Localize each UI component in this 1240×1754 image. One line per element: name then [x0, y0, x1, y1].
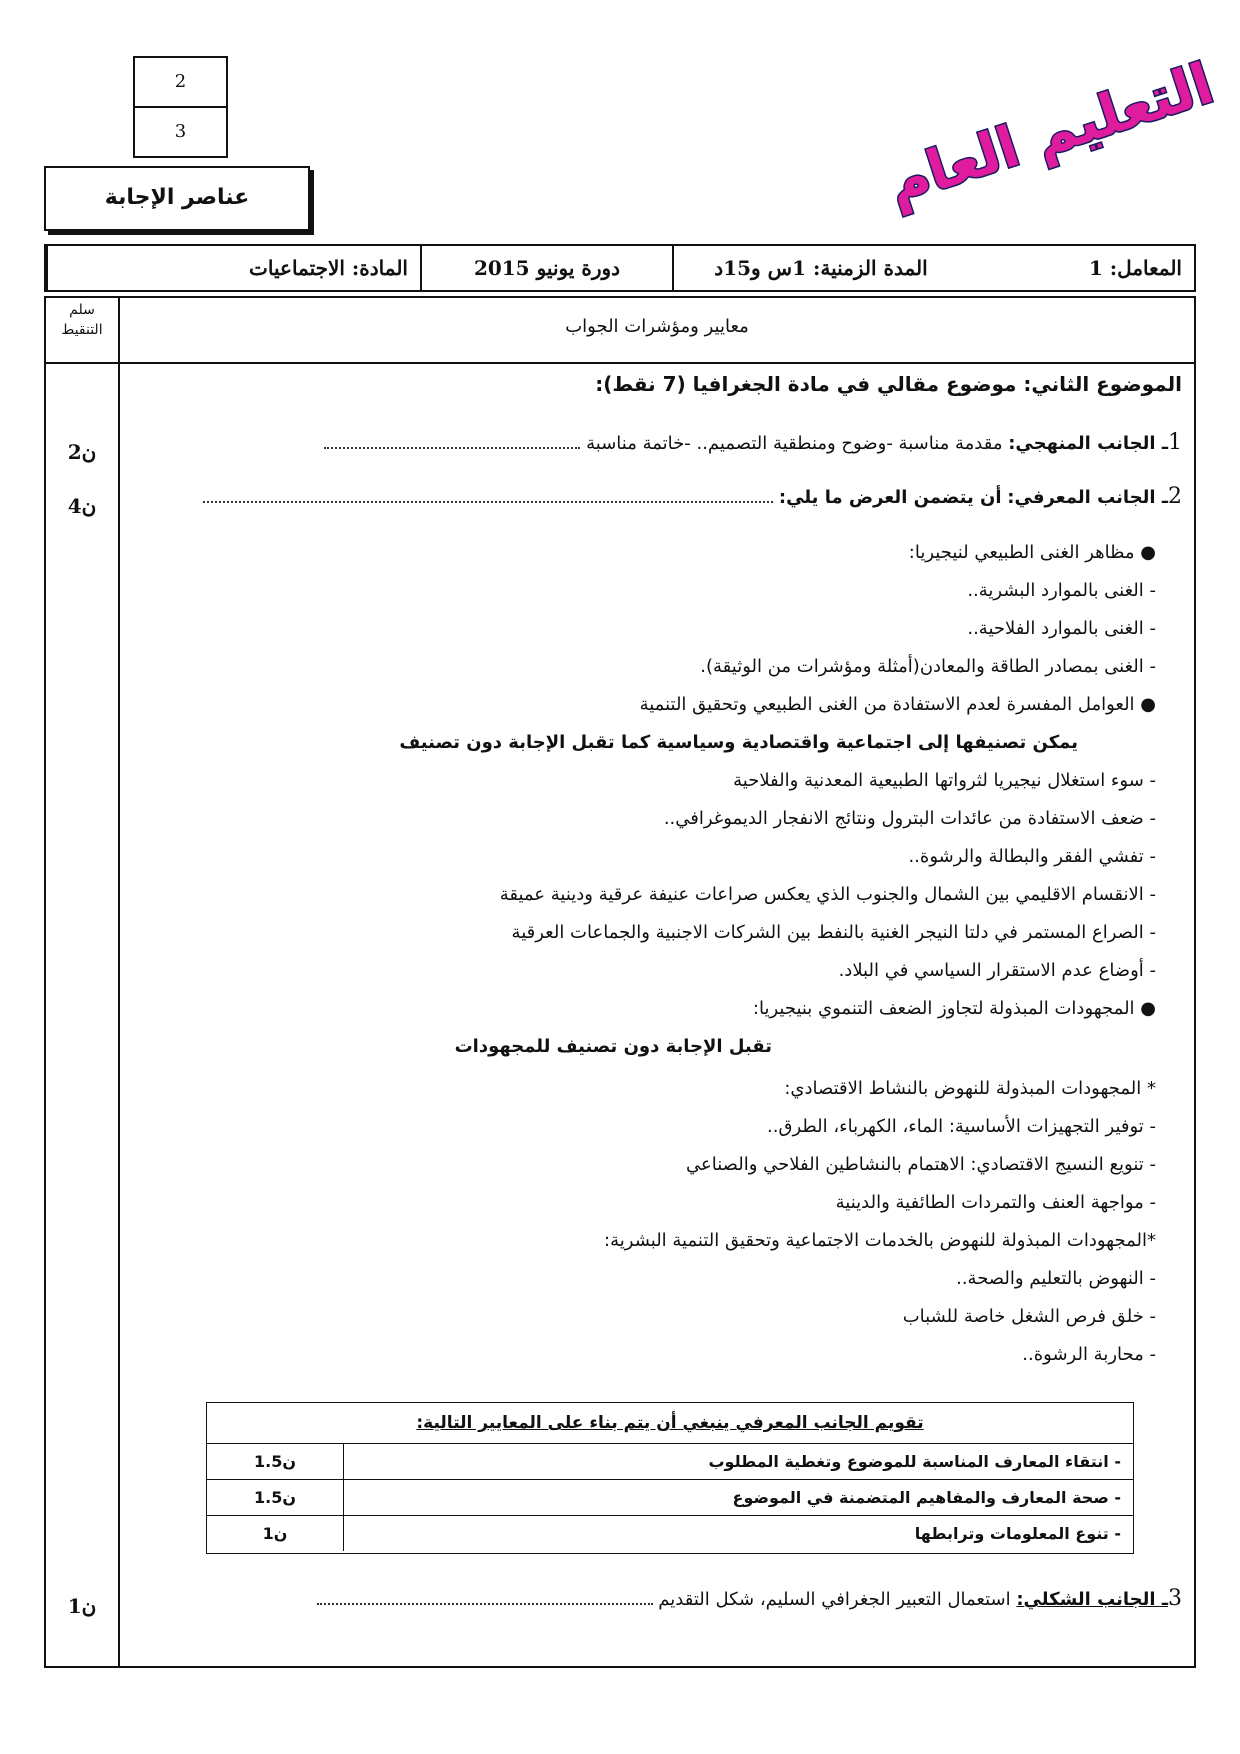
header-subject: المادة: الاجتماعيات — [46, 246, 420, 290]
criteria-label: - انتقاء المعارف المناسبة للموضوع وتغطية المطلوب — [708, 1452, 1121, 1471]
list-item: - الصراع المستمر في دلتا النيجر الغنية بالنفط بين الشركات الاجنبية والجماعات العرقية — [511, 922, 1156, 943]
section-3-number: 3 — [1168, 1586, 1182, 1611]
criteria-value: 1ن — [207, 1516, 344, 1551]
list-item: - تفشي الفقر والبطالة والرشوة.. — [908, 846, 1156, 867]
section-2-text: أن يتضمن العرض ما يلي: — [772, 487, 1002, 508]
criteria-value: 1.5ن — [207, 1480, 344, 1515]
bullet-item: ● المجهودات المبذولة لتجاوز الضعف التنموي بنيجيريا: — [752, 998, 1156, 1019]
svg-text:التعليم العام: التعليم العام — [879, 51, 1222, 218]
score-header-line1: سلم — [69, 302, 95, 318]
bullet-item: ● العوامل المفسرة لعدم الاستفادة من الغنى الطبيعي وتحقيق التنمية — [639, 694, 1156, 715]
list-item: - أوضاع عدم الاستقرار السياسي في البلاد. — [838, 960, 1156, 981]
section-2-number: 2 — [1168, 484, 1182, 509]
table-row — [207, 1515, 1133, 1551]
header-session: دورة يونيو 2015 — [420, 246, 672, 290]
answers-title: عناصر الإجابة — [104, 185, 250, 210]
section-3-label: ـ الجانب الشكلي: — [1016, 1589, 1168, 1610]
section-1-text: مقدمة مناسبة -وضوح ومنطقية التصميم.. -خاتمة مناسبة — [586, 433, 1003, 454]
section-knowledge — [203, 484, 1182, 509]
section-3-score: 1ن — [67, 1594, 97, 1618]
criteria-table — [206, 1402, 1134, 1554]
list-item: - محاربة الرشوة.. — [1022, 1344, 1156, 1365]
exam-header — [44, 244, 1196, 292]
column-divider — [118, 296, 120, 1668]
list-item: - الغنى بمصادر الطاقة والمعادن(أمثلة ومؤشرات من الوثيقة). — [700, 656, 1156, 677]
list-item: - سوء استغلال نيجيريا لثرواتها الطبيعية المعدنية والفلاحية — [733, 770, 1156, 791]
page-number-total: 2 — [174, 71, 187, 92]
bullet-item: ● مظاهر الغنى الطبيعي لنيجيريا: — [908, 542, 1156, 563]
list-item: - خلق فرص الشغل خاصة للشباب — [902, 1306, 1156, 1327]
criteria-column-header: معايير ومؤشرات الجواب — [565, 316, 749, 337]
classification-note: يمكن تصنيفها إلى اجتماعية واقتصادية وسياسية كما تقبل الإجابة دون تصنيف — [399, 732, 1078, 753]
list-item: - الانقسام الاقليمي بين الشمال والجنوب الذي يعكس صراعات عنيفة عرقية ودينية عميقة — [499, 884, 1156, 905]
list-item: - توفير التجهيزات الأساسية: الماء، الكهرباء، الطرق.. — [767, 1116, 1156, 1137]
section-1-score: 2ن — [67, 440, 97, 464]
table-row — [207, 1443, 1133, 1479]
topic-title: الموضوع الثاني: موضوع مقالي في مادة الجغرافيا (7 نقط): — [595, 372, 1182, 396]
dotted-leader — [317, 1593, 653, 1605]
header-duration: المدة الزمنية: 1س و15د — [672, 246, 968, 290]
criteria-table-title: تقويم الجانب المعرفي ينبغي أن يتم بناء على المعايير التالية: — [416, 1413, 924, 1433]
header-divider — [44, 362, 1196, 364]
list-item: - ضعف الاستفادة من عائدات البترول ونتائج الانفجار الديموغرافي.. — [663, 808, 1156, 829]
section-2-score: 4ن — [67, 494, 97, 518]
section-1-number: 1 — [1168, 430, 1182, 455]
section-1-label: ـ الجانب المنهجي: — [1008, 433, 1168, 454]
list-item: - الغنى بالموارد البشرية.. — [967, 580, 1156, 601]
score-column-header — [46, 300, 118, 340]
section-methodological — [324, 430, 1182, 455]
page-number-current: 3 — [135, 106, 226, 156]
page-number-box — [133, 56, 228, 158]
bullet-icon: ● — [1134, 694, 1156, 715]
list-item: - الغنى بالموارد الفلاحية.. — [967, 618, 1156, 639]
criteria-label: - صحة المعارف والمفاهيم المتضمنة في الموضوع — [732, 1488, 1121, 1507]
list-item: *المجهودات المبذولة للنهوض بالخدمات الاجتماعية وتحقيق التنمية البشرية: — [604, 1230, 1156, 1251]
list-item: - مواجهة العنف والتمردات الطائفية والدينية — [835, 1192, 1156, 1213]
bullet-icon: ● — [1134, 542, 1156, 563]
answers-title-box — [44, 166, 310, 231]
efforts-note: تقبل الإجابة دون تصنيف للمجهودات — [454, 1036, 772, 1057]
dotted-leader — [203, 491, 773, 503]
section-3-text: استعمال التعبير الجغرافي السليم، شكل التقديم — [658, 1589, 1011, 1610]
list-item: - تنويع النسيج الاقتصادي: الاهتمام بالنشاطين الفلاحي والصناعي — [685, 1154, 1156, 1175]
criteria-label: - تنوع المعلومات وترابطها — [914, 1524, 1121, 1543]
criteria-value: 1.5ن — [207, 1444, 344, 1479]
score-header-line2: التنقيط — [61, 322, 103, 338]
bullet-icon: ● — [1134, 998, 1156, 1019]
list-item: - النهوض بالتعليم والصحة.. — [956, 1268, 1156, 1289]
dotted-leader — [324, 437, 580, 449]
table-row — [207, 1479, 1133, 1515]
header-coefficient: المعامل: 1 — [1088, 256, 1182, 280]
list-item: * المجهودات المبذولة للنهوض بالنشاط الاقتصادي: — [784, 1078, 1156, 1099]
section-formal — [317, 1586, 1182, 1611]
section-2-label: ـ الجانب المعرفي: — [1007, 487, 1168, 508]
logo — [879, 51, 1222, 218]
